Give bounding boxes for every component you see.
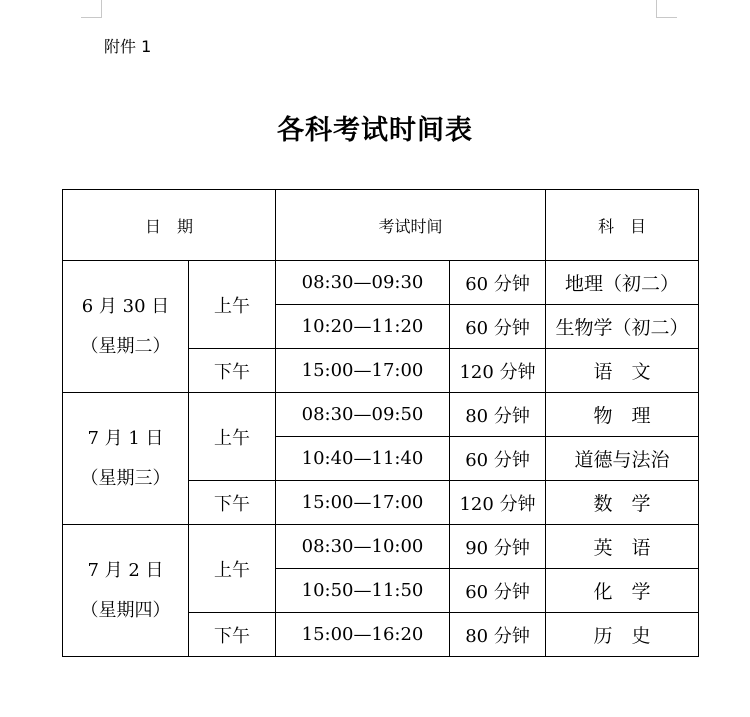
weekday-label: （星期三） [80, 467, 171, 489]
page-corner-mark-right [656, 0, 677, 18]
document-title: 各科考试时间表 [277, 115, 473, 146]
period-cell: 下午 [189, 481, 276, 525]
page-corner-mark-left [81, 0, 102, 18]
duration-cell: 80 分钟 [450, 393, 546, 437]
subject-cell: 数 学 [546, 481, 699, 525]
subject-cell: 语 文 [546, 349, 699, 393]
time-cell: 08:30—09:30 [276, 261, 450, 305]
time-cell: 08:30—09:50 [276, 393, 450, 437]
subject-cell: 历 史 [546, 613, 699, 657]
time-cell: 15:00—17:00 [276, 481, 450, 525]
attachment-label: 附件 1 [104, 37, 152, 56]
weekday-label: （星期四） [80, 599, 171, 621]
header-subject: 科 目 [546, 190, 699, 261]
period-cell: 上午 [189, 261, 276, 349]
period-cell: 下午 [189, 349, 276, 393]
duration-cell: 120 分钟 [450, 481, 546, 525]
header-exam-time: 考试时间 [276, 190, 546, 261]
subject-cell: 英 语 [546, 525, 699, 569]
table-row [63, 525, 699, 569]
date-label: 6 月 30 日 [81, 295, 170, 317]
subject-cell: 化 学 [546, 569, 699, 613]
time-cell: 10:40—11:40 [276, 437, 450, 481]
weekday-label: （星期二） [80, 335, 171, 357]
table-row [63, 393, 699, 437]
exam-schedule-table [62, 189, 699, 657]
period-cell: 上午 [189, 393, 276, 481]
time-cell: 10:50—11:50 [276, 569, 450, 613]
duration-cell: 60 分钟 [450, 261, 546, 305]
date-label: 7 月 2 日 [87, 559, 164, 581]
table-header-row [63, 190, 699, 261]
time-cell: 15:00—17:00 [276, 349, 450, 393]
date-cell [63, 393, 189, 525]
table-row [63, 261, 699, 305]
duration-cell: 90 分钟 [450, 525, 546, 569]
duration-cell: 60 分钟 [450, 569, 546, 613]
subject-cell: 道德与法治 [546, 437, 699, 481]
time-cell: 10:20—11:20 [276, 305, 450, 349]
header-date: 日 期 [63, 190, 276, 261]
time-cell: 08:30—10:00 [276, 525, 450, 569]
period-cell: 下午 [189, 613, 276, 657]
duration-cell: 60 分钟 [450, 437, 546, 481]
duration-cell: 120 分钟 [450, 349, 546, 393]
time-cell: 15:00—16:20 [276, 613, 450, 657]
subject-cell: 生物学（初二） [546, 305, 699, 349]
date-cell [63, 525, 189, 657]
duration-cell: 60 分钟 [450, 305, 546, 349]
subject-cell: 地理（初二） [546, 261, 699, 305]
date-cell [63, 261, 189, 393]
period-cell: 上午 [189, 525, 276, 613]
date-label: 7 月 1 日 [87, 427, 164, 449]
subject-cell: 物 理 [546, 393, 699, 437]
duration-cell: 80 分钟 [450, 613, 546, 657]
